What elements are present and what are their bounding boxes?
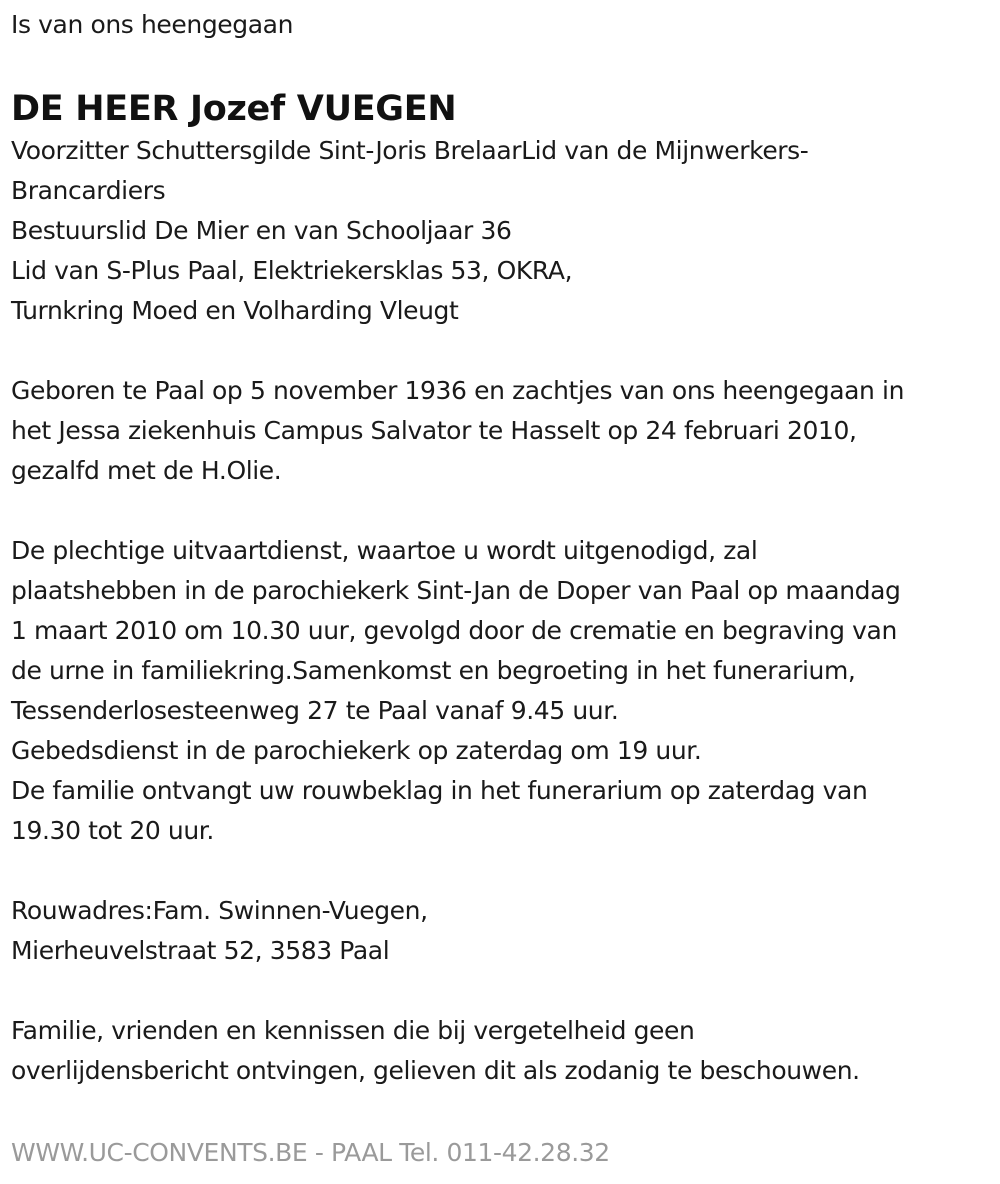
birth-death-line: het Jessa ziekenhuis Campus Salvator te Hasselt op 24 februari 2010, (11, 416, 857, 445)
closing-line: Familie, vrienden en kennissen die bij vergetelheid geen (11, 1016, 695, 1045)
closing-block (11, 1011, 991, 1091)
address-line: Rouwadres:Fam. Swinnen-Vuegen, (11, 896, 428, 925)
footer-contact: WWW.UC-CONVENTS.BE - PAAL Tel. 011-42.28.32 (11, 1138, 610, 1167)
role-line: Turnkring Moed en Volharding Vleugt (11, 296, 459, 325)
funeral-line: de urne in familiekring.Samenkomst en begroeting in het funerarium, (11, 656, 856, 685)
birth-death-line: Geboren te Paal op 5 november 1936 en zachtjes van ons heengegaan in (11, 376, 905, 405)
role-line: Lid van S-Plus Paal, Elektriekersklas 53, OKRA, (11, 256, 573, 285)
role-line: Bestuurslid De Mier en van Schooljaar 36 (11, 216, 512, 245)
funeral-line: Tessenderlosesteenweg 27 te Paal vanaf 9.45 uur. (11, 696, 619, 725)
obituary-notice (11, 0, 991, 1091)
funeral-line: De familie ontvangt uw rouwbeklag in het funerarium op zaterdag van (11, 776, 868, 805)
spacer (11, 851, 991, 891)
address-block (11, 891, 991, 971)
spacer (11, 491, 991, 531)
funeral-line: 19.30 tot 20 uur. (11, 816, 214, 845)
deceased-name: DE HEER Jozef VUEGEN (11, 89, 457, 129)
role-line: Voorzitter Schuttersgilde Sint-Joris BrelaarLid van de Mijnwerkers- (11, 136, 809, 165)
birth-death-block (11, 371, 991, 491)
funeral-line: Gebedsdienst in de parochiekerk op zaterdag om 19 uur. (11, 736, 702, 765)
funeral-block (11, 531, 991, 851)
address-line: Mierheuvelstraat 52, 3583 Paal (11, 936, 390, 965)
intro-text: Is van ons heengegaan (11, 10, 294, 39)
roles-block (11, 131, 991, 331)
spacer (11, 331, 991, 371)
spacer (11, 971, 991, 1011)
role-line: Brancardiers (11, 176, 166, 205)
funeral-line: 1 maart 2010 om 10.30 uur, gevolgd door de crematie en begraving van (11, 616, 897, 645)
funeral-line: plaatshebben in de parochiekerk Sint-Jan de Doper van Paal op maandag (11, 576, 901, 605)
birth-death-line: gezalfd met de H.Olie. (11, 456, 282, 485)
funeral-line: De plechtige uitvaartdienst, waartoe u wordt uitgenodigd, zal (11, 536, 758, 565)
closing-line: overlijdensbericht ontvingen, gelieven dit als zodanig te beschouwen. (11, 1056, 860, 1085)
